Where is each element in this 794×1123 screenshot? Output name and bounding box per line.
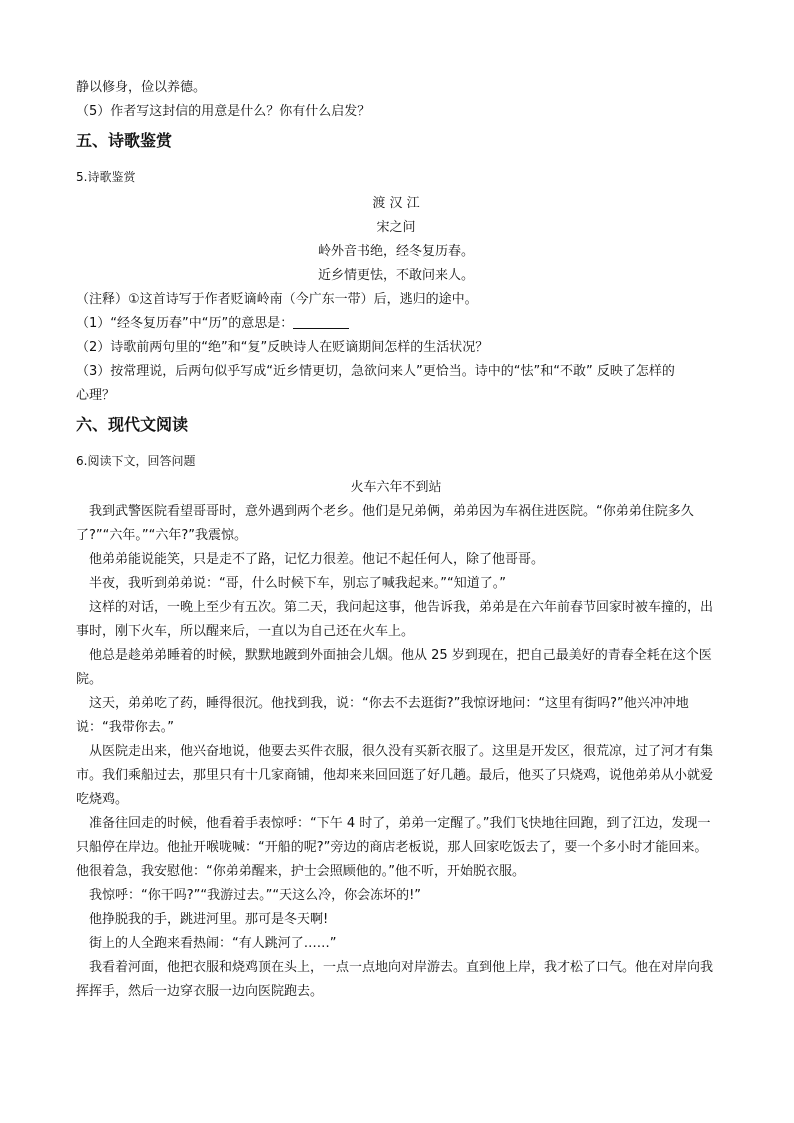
poem-line: 岭外音书绝，经冬复历春。 <box>317 244 474 259</box>
section-heading-poetry: 五、诗歌鉴赏 <box>76 131 173 150</box>
article-paragraph: 这天，弟弟吃了药，睡得很沉。他找到我，说：“你去不去逛街?”我惊讶地问：“这里有街吗?”他兴冲冲地说：“我带你去。” <box>76 696 689 735</box>
article-paragraph: 他总是趁弟弟睡着的时候，默默地踱到外面抽会儿烟。他从 25 岁到现在，把自己最美好的青春全耗在这个医院。 <box>76 648 712 687</box>
article-paragraph: 从医院走出来，他兴奋地说，他要去买件衣服，很久没有买新衣服了。这里是开发区，很荒凉，过了河才有集市。我们乘船过去，那里只有十几家商铺，他却来来回回逛了好几趟。最后，他买了只烧鸡，说他弟弟从小就爱吃烧鸡。 <box>76 744 714 807</box>
sub-question-2: （2）诗歌前两句里的“绝”和“复”反映诗人在贬谪期间怎样的生活状况？ <box>76 340 489 355</box>
text-line: 静以修身，俭以养德。 <box>76 80 207 95</box>
poem-author: 宋之问 <box>376 220 416 235</box>
article-paragraph: 我惊呼：“你干吗?”“我游过去。”“天这么冷，你会冻坏的!” <box>89 888 422 903</box>
sub-question-1 <box>76 312 716 336</box>
sub-question-1-text: （1）“经冬复历春”中“历”的意思是： <box>76 316 294 331</box>
document-page <box>76 76 716 1004</box>
article-paragraph: 我看着河面，他把衣服和烧鸡顶在头上，一点一点地向对岸游去。直到他上岸，我才松了口气。他在对岸向我挥挥手，然后一边穿衣服一边向医院跑去。 <box>76 960 714 999</box>
poem-line: 近乡情更怯，不敢问来人。 <box>317 268 474 283</box>
article-paragraph: 这样的对话，一晚上至少有五次。第二天，我问起这事，他告诉我，弟弟是在六年前春节回家时被车撞的，出事时，刚下火车，所以醒来后，一直以为自己还在火车上。 <box>76 600 714 639</box>
article-paragraph: 半夜，我听到弟弟说：“哥，什么时候下车，别忘了喊我起来。”“知道了。” <box>89 576 506 591</box>
question-label-6: 6.阅读下文，回答问题 <box>76 454 196 468</box>
poem-title: 渡 汉 江 <box>372 196 420 211</box>
section-heading-reading: 六、现代文阅读 <box>76 415 189 434</box>
article-paragraph: 准备往回走的时候，他看着手表惊呼：“下午 4 时了，弟弟一定醒了。”我们飞快地往回跑，到了江边，发现一只船停在岸边。他扯开喉咙喊：“开船的呢?”旁边的商店老板说，那人回家吃饭去了，要一个多小时才能回来。他很着急，我安慰他：“你弟弟醒来，护士会照顾他的。”他不听，开始脱衣服。 <box>76 816 711 879</box>
article-paragraph: 他挣脱我的手，跳进河里。那可是冬天啊! <box>89 912 329 927</box>
sub-question-3: （3）按常理说，后两句似乎写成“近乡情更切，急欲问来人”更恰当。诗中的“怯”和“不敢” 反映了怎样的 <box>76 364 675 379</box>
answer-blank[interactable] <box>293 314 349 329</box>
sub-question-3-cont: 心理？ <box>76 388 116 403</box>
article-paragraph: 他弟弟能说能笑，只是走不了路，记忆力很差。他记不起任何人，除了他哥哥。 <box>89 552 545 567</box>
article-paragraph: 我到武警医院看望哥哥时，意外遇到两个老乡。他们是兄弟俩，弟弟因为车祸住进医院。“你弟弟住院多久了?”“六年。”“六年?”我震惊。 <box>76 504 694 543</box>
article-title: 火车六年不到站 <box>350 480 442 495</box>
poem-note: （注释）①这首诗写于作者贬谪岭南（今广东一带）后，逃归的途中。 <box>76 292 478 307</box>
question-label-5: 5.诗歌鉴赏 <box>76 170 136 184</box>
question-5: （5）作者写这封信的用意是什么？你有什么启发？ <box>76 104 371 119</box>
article-paragraph: 街上的人全跑来看热闹：“有人跳河了……” <box>89 936 337 951</box>
